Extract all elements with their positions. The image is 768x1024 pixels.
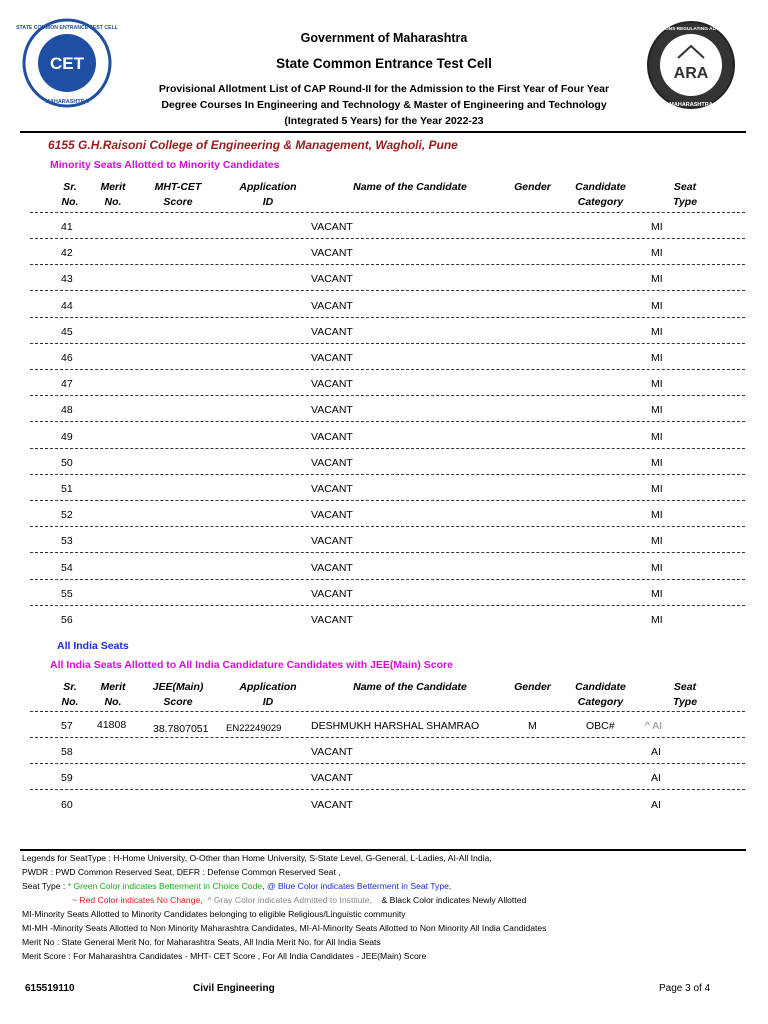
- col-merit-no: Merit No.: [100, 181, 126, 208]
- row-seat-type: MI: [651, 587, 663, 600]
- legend-seat-type-prefix: Seat Type :: [22, 881, 68, 891]
- row-seat-type: MI: [651, 614, 663, 626]
- row-candidate-name: VACANT: [311, 509, 353, 522]
- ara-logo-text: ARA: [673, 65, 709, 82]
- allotment-line-2: Degree Courses In Engineering and Technology & Master of Engineering and Technology: [161, 99, 607, 111]
- row-seat-type: MI: [651, 561, 663, 574]
- row-candidate-name: VACANT: [311, 798, 353, 811]
- row-sr-no: 50: [61, 456, 73, 469]
- row-sr-no: 52: [61, 509, 73, 522]
- footer-branch: Civil Engineering: [193, 983, 275, 994]
- row-sr-no: 56: [61, 614, 73, 626]
- row-candidate-name: VACANT: [311, 430, 353, 443]
- row-divider: [30, 579, 745, 580]
- col-merit-no: Merit No.: [100, 681, 126, 708]
- row-candidate-name: VACANT: [311, 587, 353, 600]
- legend-minority: MI-Minority Seats Allotted to Minority Candidates belonging to eligible Religious/Linguistic community: [22, 909, 406, 919]
- legend-color-line-1: [22, 881, 451, 891]
- row-sr-no: 58: [61, 746, 73, 759]
- row-divider: [30, 474, 745, 475]
- col-sr-no: Sr. No.: [61, 181, 79, 208]
- row-divider: [30, 448, 745, 449]
- row-seat-type: AI: [651, 772, 661, 785]
- row-divider: [30, 763, 745, 764]
- row-seat-type: MI: [651, 378, 663, 391]
- legend-seattype: Legends for SeatType : H-Home University, O-Other than Home University, S-State Level, G-General, L-Ladies, AI-All India,: [22, 853, 492, 863]
- legend-red: ~ Red Color indicates No Change,: [72, 895, 203, 905]
- legend-color-line-2: [72, 895, 526, 905]
- cet-logo-text: CET: [50, 54, 84, 73]
- col-category: Candidate Category: [575, 681, 626, 708]
- row-candidate-name: VACANT: [311, 535, 353, 548]
- row-divider: [30, 395, 745, 396]
- allotment-line-3: (Integrated 5 Years) for the Year 2022-23: [284, 115, 484, 127]
- row-divider: [30, 343, 745, 344]
- col-seat-type: Seat Type: [672, 681, 698, 708]
- col-candidate-name: Name of the Candidate: [353, 181, 467, 193]
- all-india-heading: All India Seats: [57, 640, 129, 652]
- row-seat-type: MI: [651, 325, 663, 338]
- col-application-id: Application ID: [239, 181, 297, 208]
- row-candidate-name: VACANT: [311, 325, 353, 338]
- col-candidate-name: Name of the Candidate: [353, 681, 467, 693]
- row-divider: [30, 369, 745, 370]
- row-merit-no: 41808: [97, 719, 127, 731]
- row-candidate-name: VACANT: [311, 561, 353, 574]
- row-seat-type: MI: [651, 535, 663, 548]
- col-seat-type: Seat Type: [672, 181, 698, 208]
- row-category: OBC#: [586, 720, 615, 732]
- col-category: Candidate Category: [575, 181, 626, 208]
- legend-merit-no: Merit No : State General Merit No. for Maharashtra Seats, All India Merit No. for All India Seats: [22, 937, 381, 947]
- row-sr-no: 57: [61, 720, 73, 732]
- header-divider: [30, 212, 745, 213]
- row-sr-no: 49: [61, 430, 73, 443]
- row-sr-no: 45: [61, 325, 73, 338]
- row-candidate-name: VACANT: [311, 772, 353, 785]
- allotment-line-1: Provisional Allotment List of CAP Round-II for the Admission to the First Year of Four Year: [158, 83, 610, 95]
- row-application-id: EN22249029: [226, 723, 282, 734]
- row-candidate-name: VACANT: [311, 247, 353, 260]
- legend-merit-score: Merit Score : For Maharashtra Candidates - MHT- CET Score , For All India Candidates - JEE(Main) Score: [22, 951, 427, 961]
- row-sr-no: 44: [61, 299, 73, 312]
- col-score: MHT-CET Score: [154, 181, 202, 208]
- row-candidate-name: DESHMUKH HARSHAL SHAMRAO: [311, 720, 480, 732]
- row-divider: [30, 238, 745, 239]
- col-gender: Gender: [514, 181, 551, 193]
- row-sr-no: 55: [61, 587, 73, 600]
- row-candidate-name: VACANT: [311, 299, 353, 312]
- all-india-section-title: All India Seats Allotted to All India Candidature Candidates with JEE(Main) Score: [50, 659, 453, 671]
- footer-page-number: Page 3 of 4: [659, 983, 711, 994]
- row-sr-no: 46: [61, 352, 73, 364]
- header-divider: [30, 711, 745, 712]
- col-score: JEE(Main) Score: [152, 681, 204, 708]
- college-name: 6155 G.H.Raisoni College of Engineering & Management, Wagholi, Pune: [48, 138, 458, 152]
- legend-black: & Black Color indicates Newly Allotted: [381, 895, 527, 905]
- row-divider: [30, 317, 745, 318]
- row-candidate-name: VACANT: [311, 404, 353, 417]
- row-seat-type: MI: [651, 456, 663, 469]
- row-seat-type: MI: [651, 509, 663, 522]
- row-seat-type: ^ AI: [645, 720, 663, 732]
- row-gender: M: [528, 720, 537, 732]
- ara-bottom-text: MAHARASHTRA: [669, 102, 713, 108]
- row-seat-type: MI: [651, 247, 663, 260]
- row-seat-type: MI: [651, 352, 663, 364]
- row-sr-no: 48: [61, 404, 73, 417]
- row-sr-no: 60: [61, 798, 73, 811]
- row-candidate-name: VACANT: [311, 614, 353, 626]
- legend-blue: @ Blue Color indicates Betterment in Seat Type,: [266, 881, 452, 891]
- col-sr-no: Sr. No.: [61, 681, 79, 708]
- legend-rule: [20, 849, 746, 851]
- row-candidate-name: VACANT: [311, 352, 353, 364]
- minority-section-title: Minority Seats Allotted to Minority Candidates: [50, 159, 280, 171]
- row-sr-no: 43: [61, 273, 73, 286]
- row-sr-no: 54: [61, 561, 73, 574]
- row-seat-type: MI: [651, 430, 663, 443]
- header-rule: [20, 131, 746, 133]
- row-candidate-name: VACANT: [311, 273, 353, 286]
- legend-separator: ,: [262, 881, 265, 891]
- cet-bottom-text: MAHARASHTRA: [45, 99, 89, 105]
- row-divider: [30, 605, 745, 606]
- col-application-id: Application ID: [239, 681, 297, 708]
- row-divider: [30, 264, 745, 265]
- legend-green: * Green Color indicates Betterment in Choice Code: [67, 881, 263, 891]
- cell-title: State Common Entrance Test Cell: [276, 56, 492, 71]
- row-seat-type: MI: [651, 221, 663, 233]
- row-divider: [30, 789, 745, 790]
- row-sr-no: 59: [61, 772, 73, 785]
- legend-pwdr: PWDR : PWD Common Reserved Seat, DEFR : Defense Common Reserved Seat ,: [22, 867, 341, 877]
- row-candidate-name: VACANT: [311, 378, 353, 391]
- col-gender: Gender: [514, 681, 551, 693]
- ara-ring-text: ADMISSIONS REGULATING AUTHORITY: [644, 27, 738, 32]
- row-candidate-name: VACANT: [311, 456, 353, 469]
- cet-ring-text: STATE COMMON ENTRANCE TEST CELL: [16, 25, 118, 31]
- row-seat-type: MI: [651, 299, 663, 312]
- row-divider: [30, 500, 745, 501]
- row-sr-no: 47: [61, 378, 73, 391]
- row-candidate-name: VACANT: [311, 746, 353, 759]
- legend-gray: ^ Gray Color indicates Admitted to Institute,: [207, 895, 372, 905]
- row-sr-no: 53: [61, 535, 73, 548]
- footer-college-code: 615519110: [25, 983, 75, 994]
- legend-mi-mh: MI-MH -Minority Seats Allotted to Non Minority Maharashtra Candidates, MI-AI-Minority Seats Allotted to Non Minority All India Candidates: [22, 923, 547, 933]
- row-seat-type: MI: [651, 483, 663, 495]
- row-seat-type: MI: [651, 273, 663, 286]
- row-candidate-name: VACANT: [311, 221, 353, 233]
- row-sr-no: 51: [61, 483, 73, 495]
- row-divider: [30, 737, 745, 738]
- row-divider: [30, 552, 745, 553]
- row-seat-type: MI: [651, 404, 663, 417]
- row-seat-type: AI: [651, 798, 661, 811]
- row-sr-no: 41: [61, 221, 73, 233]
- row-divider: [30, 526, 745, 527]
- row-divider: [30, 290, 745, 291]
- row-score: 38.7807051: [153, 723, 209, 735]
- row-divider: [30, 421, 745, 422]
- row-seat-type: AI: [651, 746, 661, 759]
- government-title: Government of Maharashtra: [300, 31, 468, 45]
- row-sr-no: 42: [61, 247, 73, 260]
- row-candidate-name: VACANT: [311, 483, 353, 495]
